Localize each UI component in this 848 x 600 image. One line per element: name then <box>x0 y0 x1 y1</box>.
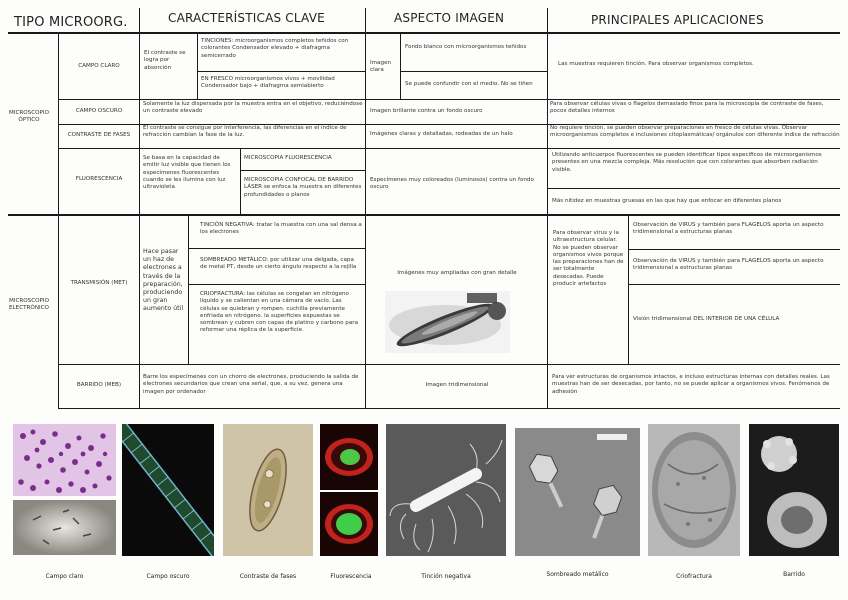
col-rule <box>628 216 629 364</box>
fluorescencia-aplic1: Utilizando anticuerpos fluorescentes se pueden identificar tipos específicos de microorganismos presentes en una mezcla compleja. Más resolución que con colorantes que absorben radiación visible. <box>552 152 822 173</box>
fluorescencia-image-1 <box>320 424 378 490</box>
caption-barrido: Barrido <box>783 571 805 578</box>
header-aplicaciones: PRINCIPALES APLICACIONES <box>591 13 764 27</box>
header-caracteristicas: CARACTERÍSTICAS CLAVE <box>168 11 325 25</box>
fluorescencia-aspecto: Especímenes muy coloreados (luminosos) contra un fondo oscuro <box>370 177 534 191</box>
col-rule <box>197 34 198 99</box>
group-rule <box>8 214 840 216</box>
campo-claro-tinciones: TINCIONES: microorganismos completos teñidos con colorantes Condensador elevado + diafragma semicerrado <box>201 38 349 59</box>
fluorescencia-aplic2: Más nitidez en muestras gruesas en las que hay que enfocar en diferentes planos <box>552 198 782 204</box>
caption-sombreado-metalico: Sombreado metálico <box>546 571 609 578</box>
contraste-fases-aspecto: Imágenes claras y detalladas, rodeadas de un halo <box>370 131 513 137</box>
row-label-campo-oscuro: CAMPO OSCURO <box>75 108 123 114</box>
row-label-contraste-fases: CONTRASTE DE FASES <box>67 132 131 138</box>
row-rule <box>58 408 840 409</box>
campo-oscuro-aspecto: Imagen brillante contra un fondo oscuro <box>370 108 483 114</box>
header-rule <box>8 32 840 34</box>
campo-oscuro-image <box>122 424 214 556</box>
sub-rule <box>548 188 840 189</box>
caption-campo-oscuro: Campo oscuro <box>146 573 190 580</box>
row-label-transmision: TRANSMISIÓN (MET) <box>70 280 128 286</box>
col-rule <box>547 8 548 408</box>
sub-rule <box>628 284 840 285</box>
transmision-criofractura: CRIOFRACTURA: las células se congelan en nitrógeno líquido y se calientan en una cámara de vacío. Las células se quiebran y rompen. cuchilla previamente enfriada en nitrógeno. la superficies expuestas se sombrean y cubren con capas de platino y carbono para reformar una réplica de la superficie. <box>200 291 359 334</box>
col-rule <box>240 148 241 214</box>
sombreado-metalico-image <box>515 428 640 556</box>
transmision-aplic1: Observación de VIRUS y también para FLAGELOS aporta un aspecto tridimensional a estructuras planas <box>633 222 824 236</box>
caption-campo-claro: Campo claro <box>45 573 84 580</box>
col-rule <box>139 8 140 34</box>
col-rule <box>139 34 140 408</box>
group-optico: MICROSCOPIO ÓPTICO <box>9 110 49 124</box>
fluorescencia-sub1: MICROSCOPIA FLUORESCENCIA <box>244 155 332 161</box>
sub-rule <box>628 249 840 250</box>
sub-rule <box>188 284 365 285</box>
col-rule <box>400 34 401 99</box>
campo-claro-fresco: EN FRESCO microorganismos vivos + movilidad Condensador bajo + diafragma semiabierto <box>201 76 335 90</box>
transmision-aplic3: Visión tridimensional DEL INTERIOR DE UNA CÉLULA <box>633 316 780 322</box>
sub-rule <box>240 170 365 171</box>
campo-claro-image <box>13 424 116 496</box>
fluorescencia-desc: Se basa en la capacidad de emitir luz visible que tienen los especímenes fluorescentes cuando se les ilumina con luz ultravioleta <box>143 155 231 191</box>
row-label-campo-claro: CAMPO CLARO <box>78 63 120 69</box>
barrido-aspecto: Imagen tridimensional <box>425 382 489 388</box>
tincion-negativa-image <box>386 424 506 556</box>
col-rule <box>365 8 366 408</box>
barrido-desc: Barre los especímenes con un chorro de electrones, produciendo la salida de electrones secundarios que crean una señal, que, a su vez, genera una imagen por ordenador <box>143 374 359 395</box>
row-rule <box>58 99 840 100</box>
criofractura-image <box>648 424 740 556</box>
campo-oscuro-aplic: Para observar células vivas o flagelos demasiado finos para la microscopía de contraste de fases, pocos detalles internos <box>550 101 824 115</box>
header-tipo: TIPO MICROORG. <box>14 15 128 30</box>
row-label-barrido: BARRIDO (MEB) <box>76 382 122 388</box>
transmision-tincion: TINCIÓN NEGATIVA: tratar la muestra con una sal densa a los electrones <box>200 222 362 236</box>
sub-rule <box>188 248 365 249</box>
campo-claro-aspecto1: Fondo blanco con microorganismos teñidos <box>405 44 527 50</box>
group-electronico: MICROSCOPIO ELECTRÓNICO <box>9 298 49 312</box>
transmision-aplic2: Observación de VIRUS y también para FLAGELOS aporta un aspecto tridimensional a estructuras planas <box>633 258 824 272</box>
campo-claro-desc: El contraste se logra por absorción <box>144 50 186 71</box>
fluorescencia-image-2 <box>320 492 378 556</box>
row-rule <box>58 148 840 149</box>
sub-rule <box>400 71 547 72</box>
contraste-fases-aplic: No requiere tinción, se pueden observar preparaciones en fresco de células vivas. Observar microorganismos completos e inclusiones citoplasmáticas/ orgánulos con diferente índice de refracción <box>550 125 840 139</box>
sub-rule <box>197 71 365 72</box>
tem-micrograph <box>385 291 510 353</box>
contraste-fases-image <box>223 424 313 556</box>
caption-criofractura: Criofractura <box>676 573 712 580</box>
transmision-aspecto: Imágenes muy ampliadas con gran detalle <box>397 270 517 276</box>
fluorescencia-sub2: MICROSCOPIA CONFOCAL DE BARRIDO LÁSER se enfoca la muestra en diferentes profundidades o planos <box>244 177 362 198</box>
transmision-sombreado: SOMBREADO METÁLICO: por utilizar una delgada, capa de metal PT, desde un cierto ángulo respecto a la rejilla <box>200 257 357 271</box>
caption-tincion-negativa: Tinción negativa <box>421 573 471 580</box>
transmision-aplic-left: Para observar virus y la ultraestructura celular. No se pueden observar organismos vivos porque las preparaciones han de ser totalmente desecadas. Puede producir artefactos <box>553 230 624 287</box>
col-rule <box>58 34 59 408</box>
contraste-fases-desc: El contraste se consigue por interferencia, las diferencias en el índice de refracción cambian la fase de la luz. <box>143 125 347 139</box>
campo-claro-aplic: Las muestras requieren tinción. Para observar organismos completos. <box>558 61 754 67</box>
header-aspecto: ASPECTO IMAGEN <box>394 11 505 25</box>
campo-claro-aspecto2: Se puede confundir con el medio. No se tiñen <box>405 81 533 87</box>
transmision-desc: Hace pasar un haz de electrones a través de la preparación, produciendo un gran aumento útil <box>143 248 184 313</box>
campo-claro-image-2 <box>13 500 116 555</box>
caption-fluorescencia: Fluorescencia <box>330 573 372 580</box>
campo-claro-aspecto-label: Imagen clara <box>370 60 392 74</box>
row-rule <box>58 364 840 365</box>
campo-oscuro-desc: Solamente la luz dispersada por la muestra entra en el objetivo, reduciéndose un contraste elevado <box>143 101 363 115</box>
barrido-image <box>749 424 839 556</box>
col-rule <box>188 216 189 364</box>
barrido-aplic: Para ver estructuras de organismos intactos, e incluso estructuras internas con detalles reales. Las muestras han de ser desecadas, por tanto, no se puede aplicar a organismos vivos. Fenómenos de adhesión <box>552 374 830 395</box>
caption-contraste-fases: Contraste de fases <box>239 573 297 580</box>
row-label-fluorescencia: FLUORESCENCIA <box>75 176 123 182</box>
